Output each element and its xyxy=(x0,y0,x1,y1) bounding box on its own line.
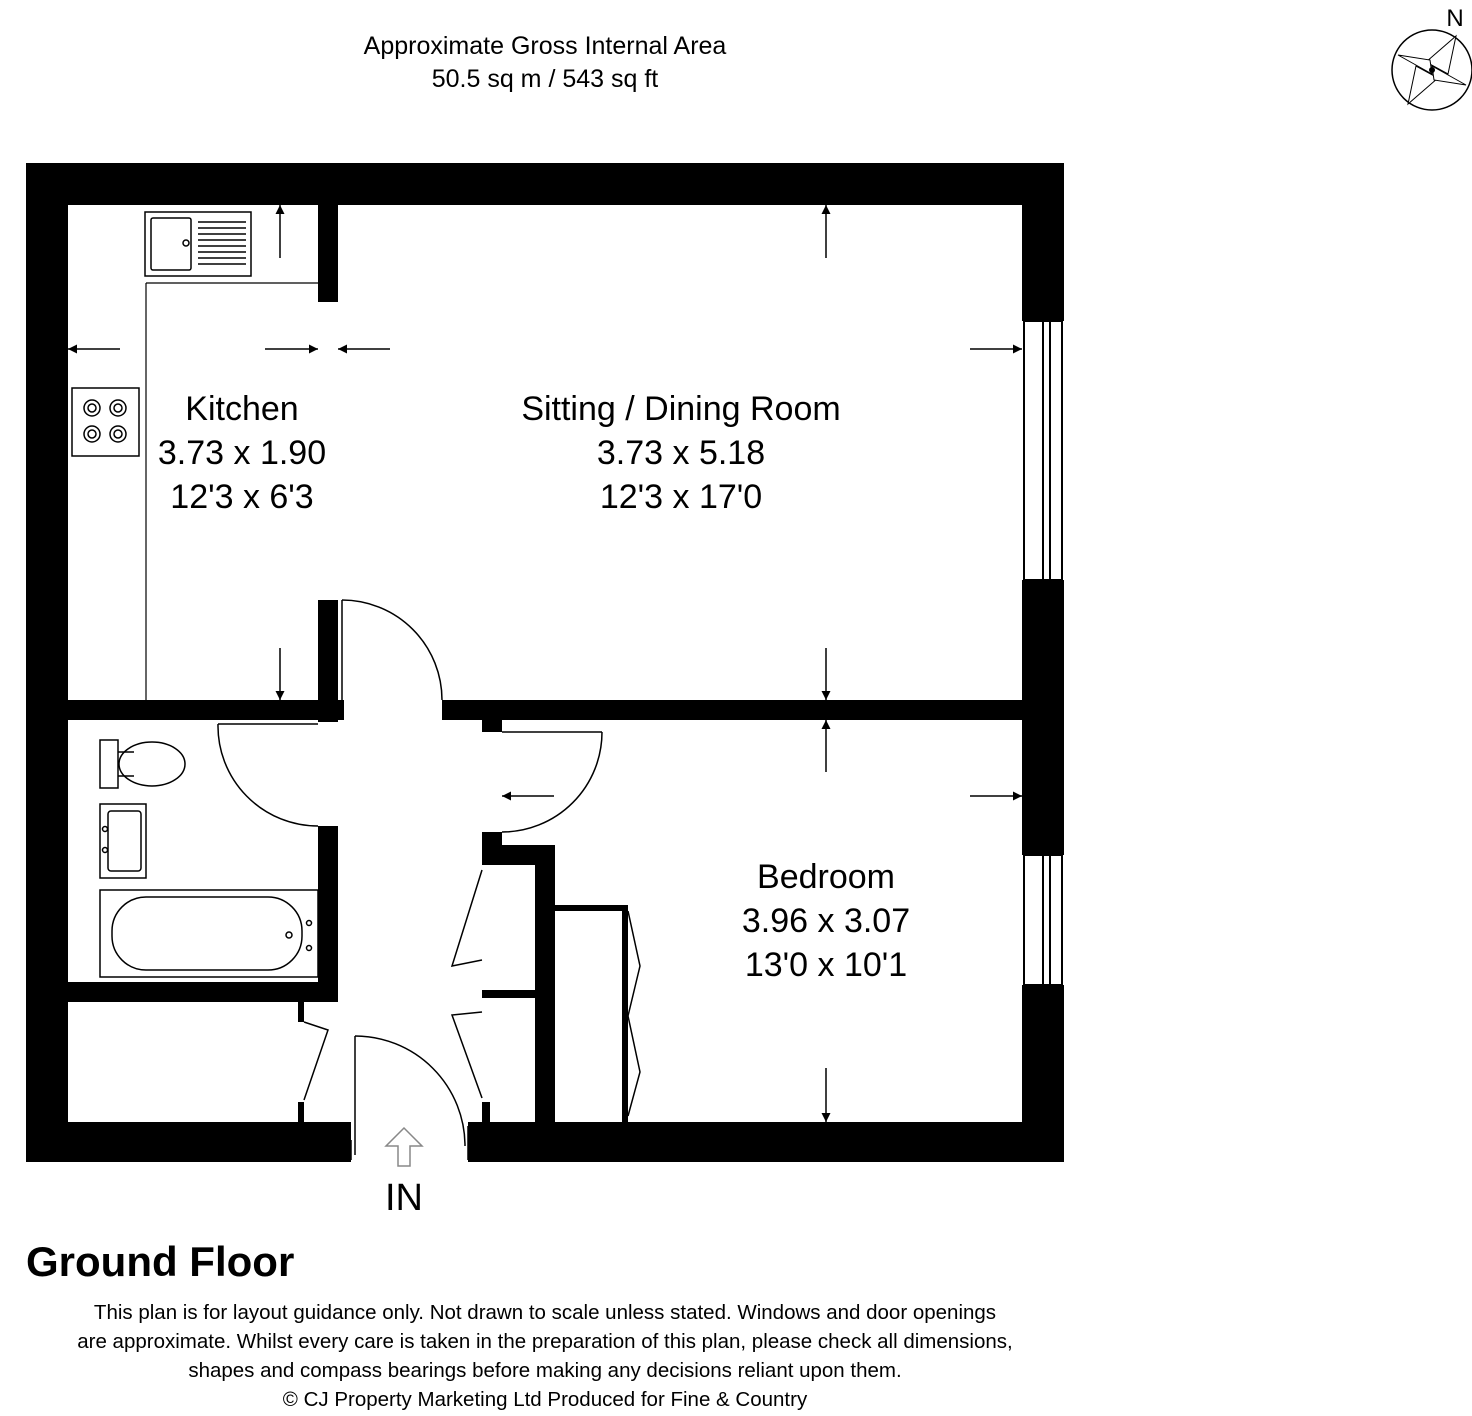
entrance-arrow-icon xyxy=(386,1128,422,1166)
room-dim-imperial: 12'3 x 17'0 xyxy=(599,478,763,516)
area-value: 50.5 sq m / 543 sq ft xyxy=(431,65,659,93)
door-sitting-room xyxy=(342,600,442,700)
entrance-label: IN xyxy=(385,1177,423,1219)
room-dim-metric: 3.96 x 3.07 xyxy=(741,902,911,940)
room-bedroom xyxy=(742,858,910,984)
window-east-upper xyxy=(1024,321,1062,580)
room-name: Bedroom xyxy=(757,858,895,896)
room-name: Kitchen xyxy=(185,390,299,428)
floor-title: Ground Floor xyxy=(26,1238,295,1285)
bathroom-basin-icon xyxy=(100,804,146,878)
area-title: Approximate Gross Internal Area xyxy=(363,32,727,60)
room-dim-imperial: 12'3 x 6'3 xyxy=(170,478,314,516)
disclaimer xyxy=(0,1298,1090,1414)
room-dim-imperial: 13'0 x 10'1 xyxy=(744,946,908,984)
disclaimer-line: are approximate. Whilst every care is taken in the preparation of this plan, please check all dimensions, xyxy=(77,1330,1013,1353)
kitchen-sink-icon xyxy=(145,212,251,276)
room-dim-metric: 3.73 x 1.90 xyxy=(157,434,327,472)
toilet-icon xyxy=(100,740,185,788)
compass-rose-icon xyxy=(1392,30,1472,110)
disclaimer-line: This plan is for layout guidance only. Not drawn to scale unless stated. Windows and door openings xyxy=(93,1301,997,1324)
room-sitting-dining xyxy=(521,390,840,516)
north-label: N xyxy=(1446,5,1464,32)
bathtub-icon xyxy=(100,890,318,977)
door-entrance xyxy=(351,1036,468,1160)
internal-walls xyxy=(26,205,1064,1122)
copyright-line: © CJ Property Marketing Ltd Produced for Fine & Country xyxy=(282,1388,808,1411)
disclaimer-line: shapes and compass bearings before making any decisions reliant upon them. xyxy=(188,1359,902,1382)
room-kitchen xyxy=(158,390,326,516)
door-bathroom xyxy=(218,724,318,826)
door-bedroom xyxy=(502,732,602,832)
window-east-lower xyxy=(1024,855,1062,985)
wardrobe-doors xyxy=(628,911,640,1116)
room-dim-metric: 3.73 x 5.18 xyxy=(596,434,766,472)
hob-icon xyxy=(72,388,139,456)
room-name: Sitting / Dining Room xyxy=(521,390,841,428)
